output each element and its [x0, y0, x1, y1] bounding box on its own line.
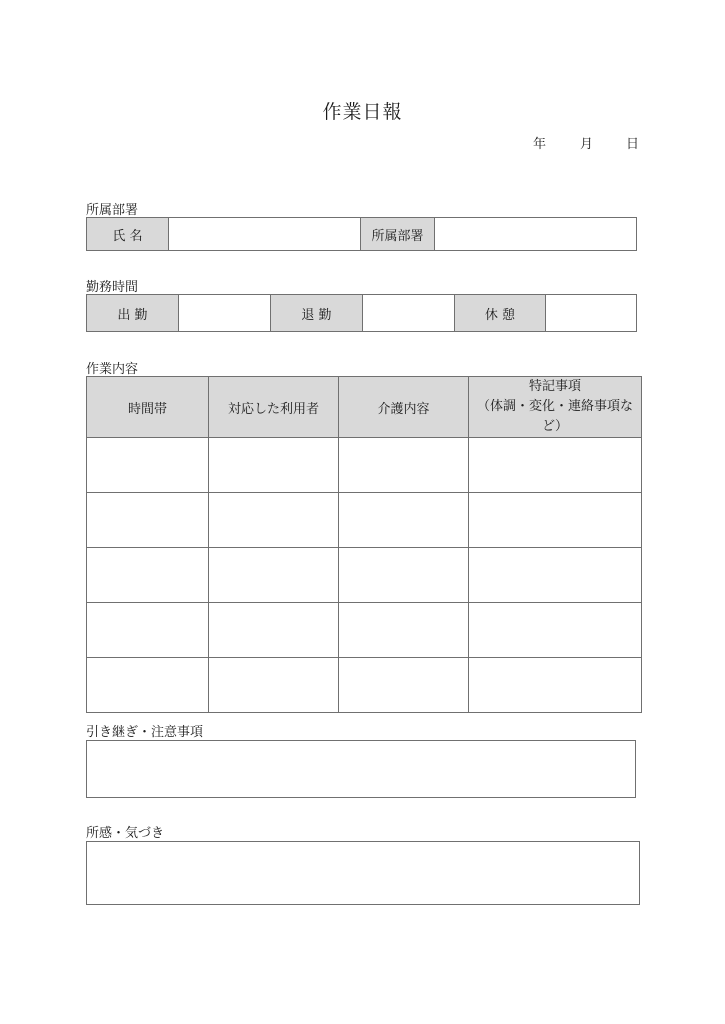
department-label: 所属部署 — [361, 218, 435, 251]
header-notes-line2: （体調・変化・連絡事項など） — [476, 399, 633, 434]
header-care-content: 介護内容 — [339, 377, 469, 438]
client-cell[interactable] — [209, 438, 339, 493]
notes-cell[interactable] — [469, 603, 642, 658]
notes-cell[interactable] — [469, 438, 642, 493]
care-content-cell[interactable] — [339, 603, 469, 658]
notes-cell[interactable] — [469, 548, 642, 603]
table-row — [87, 658, 642, 713]
impressions-field[interactable] — [86, 841, 640, 905]
section-work-hours-label: 勤務時間 — [86, 280, 139, 295]
time-slot-cell[interactable] — [87, 548, 209, 603]
care-content-cell[interactable] — [339, 658, 469, 713]
care-content-cell[interactable] — [339, 548, 469, 603]
care-content-cell[interactable] — [339, 438, 469, 493]
section-affiliation-label: 所属部署 — [86, 203, 139, 218]
time-slot-cell[interactable] — [87, 438, 209, 493]
name-label: 氏 名 — [87, 218, 169, 251]
work-hours-table — [86, 294, 637, 332]
break-label: 休 憩 — [455, 295, 546, 332]
table-row — [87, 493, 642, 548]
header-time-slot: 時間帯 — [87, 377, 209, 438]
clock-in-field[interactable] — [179, 295, 271, 332]
affiliation-table — [86, 217, 637, 251]
time-slot-cell[interactable] — [87, 603, 209, 658]
section-handover-label: 引き継ぎ・注意事項 — [86, 725, 204, 740]
table-row — [87, 603, 642, 658]
date-day-label: 日 — [626, 137, 640, 152]
client-cell[interactable] — [209, 493, 339, 548]
client-cell[interactable] — [209, 548, 339, 603]
date-month-label: 月 — [580, 137, 594, 152]
notes-cell[interactable] — [469, 493, 642, 548]
client-cell[interactable] — [209, 658, 339, 713]
date-year-label: 年 — [533, 137, 547, 152]
page-title: 作業日報 — [322, 101, 403, 123]
care-content-cell[interactable] — [339, 493, 469, 548]
header-notes — [469, 377, 642, 438]
table-row — [87, 438, 642, 493]
handover-field[interactable] — [86, 740, 636, 798]
time-slot-cell[interactable] — [87, 658, 209, 713]
clock-out-field[interactable] — [363, 295, 455, 332]
notes-cell[interactable] — [469, 658, 642, 713]
name-field[interactable] — [169, 218, 361, 251]
clock-in-label: 出 勤 — [87, 295, 179, 332]
clock-out-label: 退 勤 — [271, 295, 363, 332]
section-impressions-label: 所感・気づき — [86, 826, 165, 841]
work-content-table — [86, 376, 642, 713]
client-cell[interactable] — [209, 603, 339, 658]
time-slot-cell[interactable] — [87, 493, 209, 548]
header-client: 対応した利用者 — [209, 377, 339, 438]
section-work-content-label: 作業内容 — [86, 362, 139, 377]
department-field[interactable] — [435, 218, 637, 251]
break-field[interactable] — [546, 295, 637, 332]
header-notes-line1: 特記事項 — [528, 379, 581, 394]
table-row — [87, 548, 642, 603]
